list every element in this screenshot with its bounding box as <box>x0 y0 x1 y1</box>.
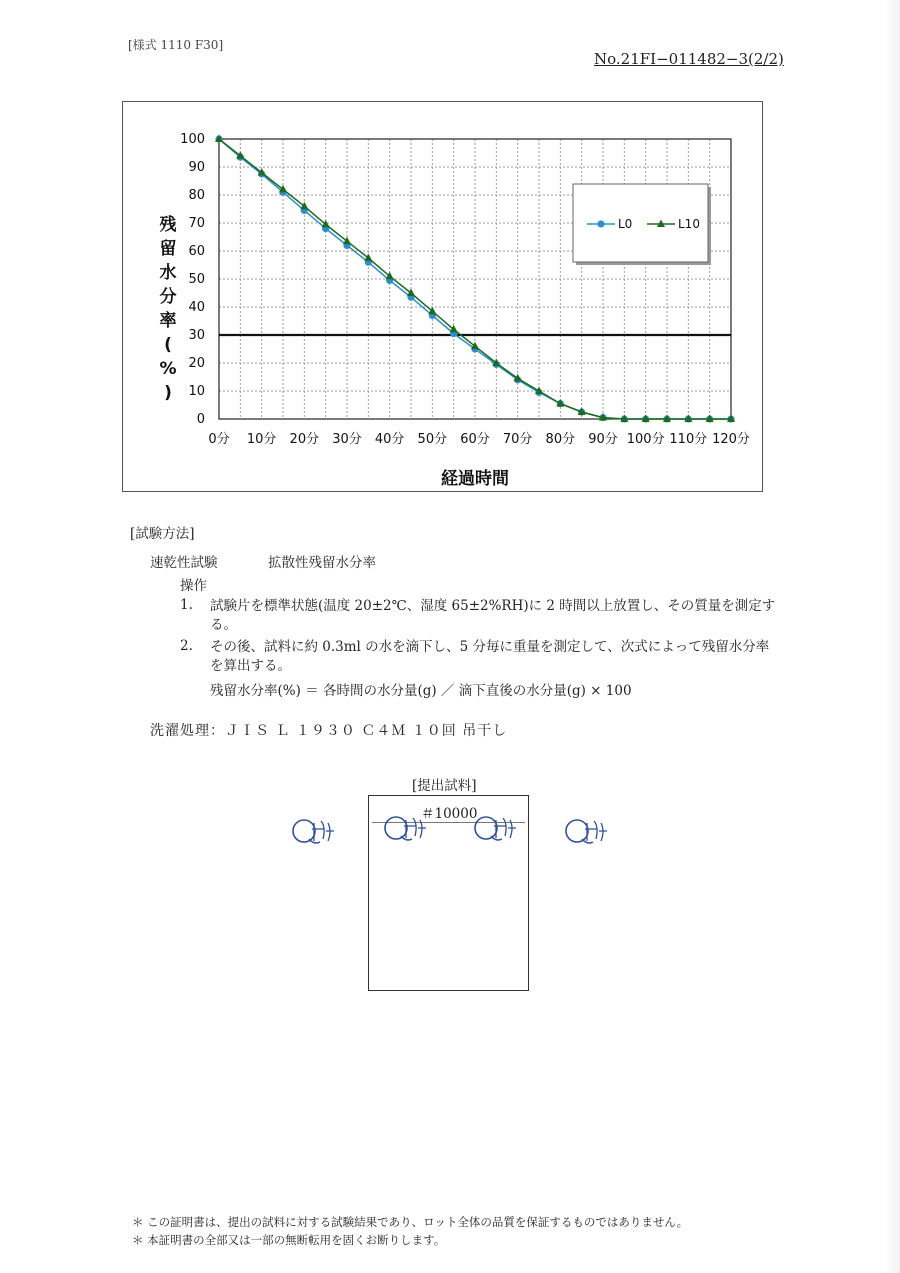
x-tick-label: 120分 <box>712 432 750 447</box>
y-axis-label-char: 分 <box>159 287 177 307</box>
data-point-l10 <box>364 254 372 262</box>
y-tick-label: 10 <box>188 384 205 399</box>
x-tick-label: 110分 <box>669 432 708 447</box>
report-number: No.21FI−011482−3(2/2) <box>594 50 784 68</box>
y-axis-label-char: ) <box>164 383 172 403</box>
data-point-l10 <box>343 237 351 245</box>
y-tick-label: 50 <box>188 272 205 287</box>
x-tick-label: 10分 <box>246 432 277 447</box>
y-tick-label: 40 <box>188 300 205 315</box>
legend-label: L0 <box>618 217 633 231</box>
legend-label: L10 <box>678 217 700 231</box>
data-point-l10 <box>428 307 436 315</box>
data-point-l10 <box>471 342 479 350</box>
seal-stamp-icon <box>563 815 611 849</box>
x-tick-label: 100分 <box>626 432 665 447</box>
x-tick-label: 60分 <box>460 432 490 447</box>
y-axis-label-char: 残 <box>159 215 177 235</box>
operations-label: 操作 <box>180 578 207 594</box>
method-title: 速乾性試験 <box>150 555 218 571</box>
form-code: [様式 1110 F30] <box>128 38 224 52</box>
residual-moisture-chart <box>123 102 764 493</box>
y-axis-label-char: 水 <box>159 263 177 283</box>
y-tick-label: 30 <box>188 328 205 343</box>
y-axis-label-char: 率 <box>159 311 177 331</box>
seal-stamp-icon <box>472 812 520 846</box>
disclaimer-note: ＊ この証明書は、提出の試料に対する試験結果であり、ロット全体の品質を保証するものではありません。 <box>132 1215 689 1229</box>
data-point-l10 <box>450 325 458 333</box>
y-axis-label-char: ( <box>164 335 172 355</box>
x-tick-label: 30分 <box>332 432 362 447</box>
x-tick-label: 90分 <box>588 432 618 447</box>
sample-heading: [提出試料] <box>412 778 477 794</box>
y-tick-label: 20 <box>188 356 205 371</box>
y-axis-label-char: % <box>159 359 177 379</box>
y-tick-label: 60 <box>188 244 205 259</box>
y-tick-label: 80 <box>188 188 205 203</box>
x-tick-label: 0分 <box>208 432 230 447</box>
step-text: 試験片を標準状態(温度 20±2℃、湿度 65±2%RH)に 2 時間以上放置し、その質量を測定する。 <box>210 598 776 633</box>
x-tick-label: 70分 <box>502 432 533 447</box>
x-tick-label: 40分 <box>374 432 405 447</box>
y-tick-label: 100 <box>180 132 205 147</box>
y-tick-label: 70 <box>188 216 205 231</box>
chart-frame <box>122 101 763 492</box>
step-number: 2. <box>180 638 193 654</box>
data-point-l10 <box>300 202 308 210</box>
x-axis-label: 経過時間 <box>441 469 509 489</box>
step-text: その後、試料に約 0.3ml の水を滴下し、5 分毎に重量を測定して、次式によって残留水分率を算出する。 <box>210 639 770 674</box>
step-number: 1. <box>180 597 193 613</box>
y-tick-label: 0 <box>196 412 205 427</box>
x-tick-label: 50分 <box>417 432 448 447</box>
seal-stamp-icon <box>290 815 338 849</box>
data-point-l10 <box>279 185 287 193</box>
x-tick-label: 80分 <box>545 432 576 447</box>
data-point-l10 <box>407 289 415 297</box>
legend-marker-l0 <box>597 220 604 227</box>
method-name: 拡散性残留水分率 <box>268 555 376 571</box>
x-tick-label: 20分 <box>289 432 320 447</box>
method-heading: [試験方法] <box>130 526 195 542</box>
formula: 残留水分率(%) ＝ 各時間の水分量(g) ／ 滴下直後の水分量(g) × 100 <box>210 683 632 699</box>
page-edge-shadow <box>884 0 900 1273</box>
y-axis-label-char: 留 <box>159 239 177 259</box>
disclaimer-note: ＊ 本証明書の全部又は一部の無断転用を固くお断りします。 <box>132 1233 446 1247</box>
y-tick-label: 90 <box>188 160 205 175</box>
washing-treatment: 洗濯処理：ＪＩＳ Ｌ １９３０ Ｃ４Ｍ １０回 吊干し <box>150 723 508 739</box>
sample-id: ＃10000 <box>421 806 478 822</box>
seal-stamp-icon <box>382 812 430 846</box>
data-point-l10 <box>322 220 330 228</box>
data-point-l10 <box>386 272 394 280</box>
